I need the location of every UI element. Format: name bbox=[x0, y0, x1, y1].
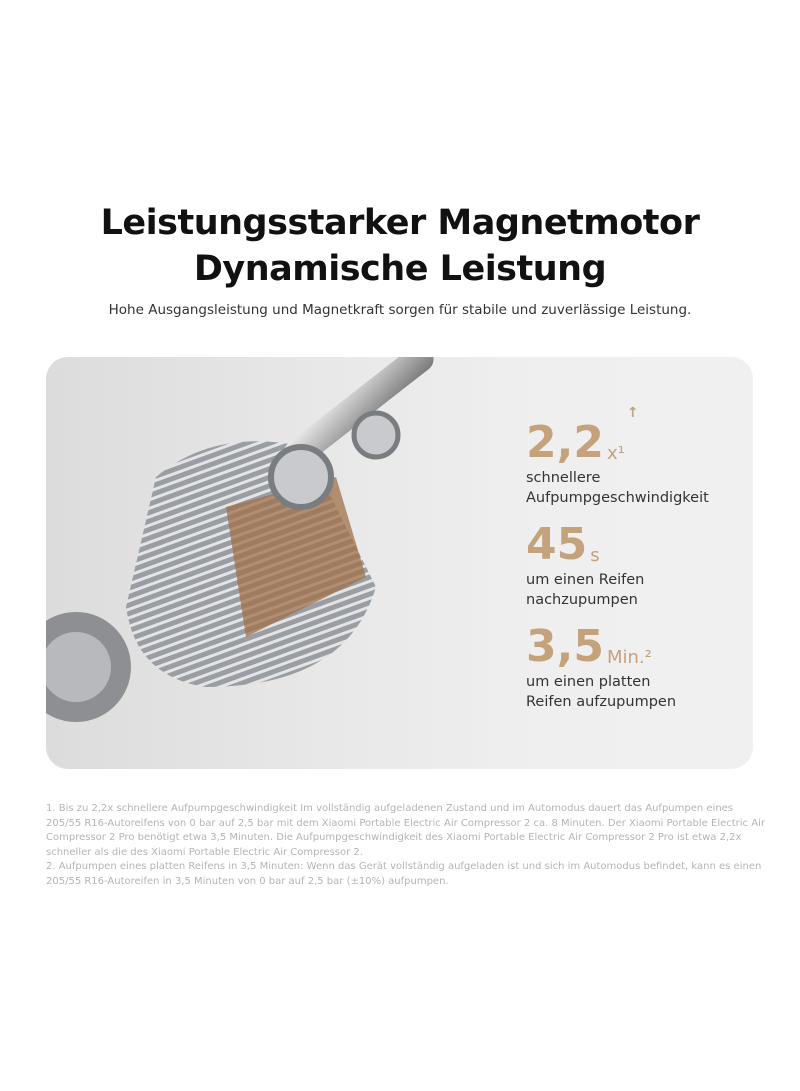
stat-desc: schnellere bbox=[526, 470, 601, 486]
stat-value: 45 bbox=[526, 519, 588, 570]
stat-speed bbox=[526, 405, 709, 508]
stat-value: 3,5 bbox=[526, 621, 604, 672]
stat-desc: nachzupumpen bbox=[526, 592, 638, 608]
stat-headline bbox=[526, 405, 709, 468]
subtitle: Hohe Ausgangsleistung und Magnetkraft sorgen für stabile und zuverlässige Leistung. bbox=[108, 302, 692, 318]
stat-description bbox=[526, 672, 709, 712]
footnote-2: 2. Aufpumpen eines platten Reifens in 3,5 Minuten: Wenn das Gerät vollständig aufgeladen ist und sich im Automodus befindet, kann es einen 205/55 R16-Autoreifen in 3,5 Minuten von 0 bar auf 2,5 bar (±10%) aufpumpen. bbox=[46, 861, 762, 887]
stat-refill bbox=[526, 520, 709, 610]
footnotes bbox=[46, 802, 766, 889]
bearing-large bbox=[271, 447, 331, 507]
stats-list bbox=[526, 405, 709, 724]
stat-unit: Min.² bbox=[606, 647, 652, 668]
title-line-1: Leistungsstarker Magnetmotor bbox=[100, 203, 700, 243]
arrow-up-icon: ↑ bbox=[626, 405, 639, 421]
stat-desc: Aufpumpgeschwindigkeit bbox=[526, 490, 709, 506]
page-title bbox=[0, 200, 800, 292]
title-line-2: Dynamische Leistung bbox=[193, 249, 607, 289]
stat-unit: s bbox=[590, 545, 600, 566]
stat-desc: um einen Reifen bbox=[526, 572, 645, 588]
stat-desc: um einen platten bbox=[526, 674, 651, 690]
stat-headline bbox=[526, 520, 709, 570]
stat-description bbox=[526, 468, 709, 508]
footnote-1: 1. Bis zu 2,2x schnellere Aufpumpgeschwindigkeit Im vollständig aufgeladenen Zustand und im Automodus dauert das Aufpumpen eines 205/55 R16-Autoreifens von 0 bar auf 2,5 bar mit dem Xiaomi Portable Electric Air Compressor 2 ca. 8 Minuten. Der Xiaomi Portable Electric Air Compressor 2 Pro benötigt etwa 3,5 Minuten. Die Aufpumpgeschwindigkeit des Xiaomi Portable Electric Air Compressor 2 Pro ist etwa 2,2x schneller als die des Xiaomi Portable Electric Air Compressor 2. bbox=[46, 803, 765, 858]
stat-value: 2,2 bbox=[526, 417, 604, 468]
stat-headline bbox=[526, 622, 709, 672]
stat-flat-tire bbox=[526, 622, 709, 712]
motor-illustration bbox=[46, 357, 526, 769]
stat-unit: x¹ bbox=[606, 443, 625, 464]
stat-description bbox=[526, 570, 709, 610]
bearing-small bbox=[354, 413, 398, 457]
stat-desc: Reifen aufzupumpen bbox=[526, 694, 677, 710]
